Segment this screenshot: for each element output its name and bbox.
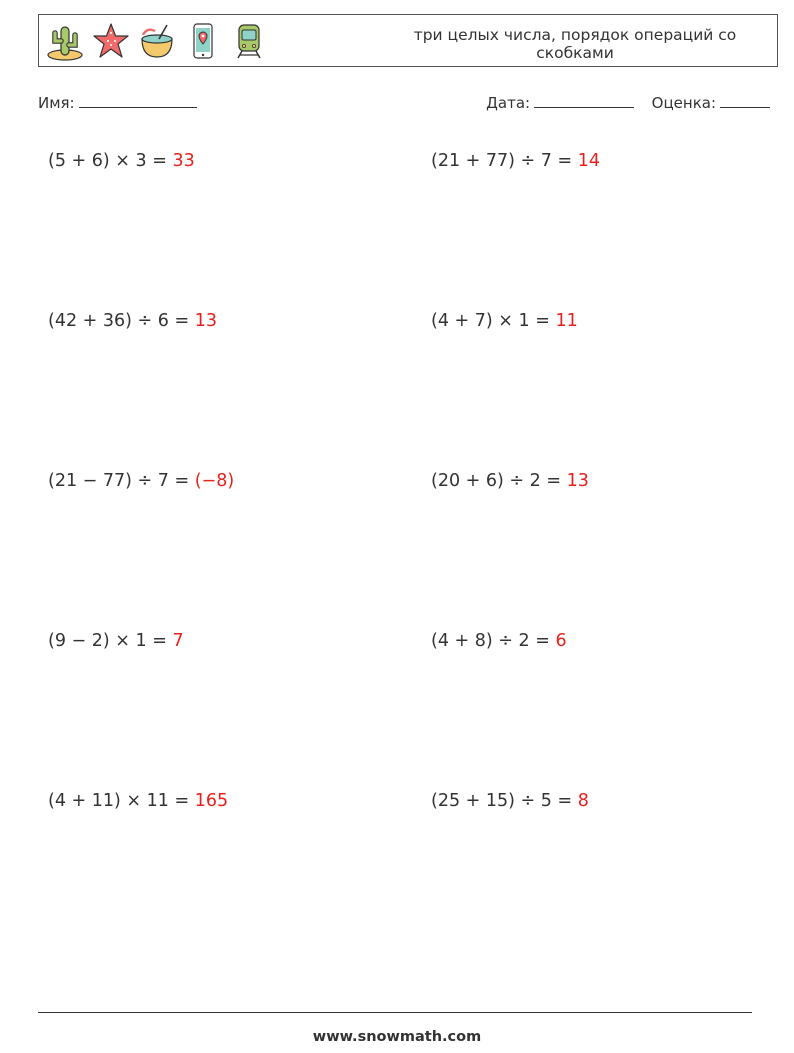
problem-expression: (5 + 6) × 3 = (48, 151, 173, 171)
problem-answer: 33 (172, 151, 195, 171)
problem-expression: (4 + 7) × 1 = (431, 311, 556, 331)
problem-answer: 165 (194, 791, 229, 811)
problem-expression: (4 + 8) ÷ 2 = (431, 631, 556, 651)
worksheet-header (38, 14, 778, 67)
problem-answer: 7 (172, 631, 184, 651)
problem-3 (48, 311, 217, 331)
name-label: Имя: (38, 94, 75, 112)
score-label: Оценка: (651, 94, 716, 112)
score-blank (720, 93, 770, 108)
footer-divider (38, 1012, 752, 1013)
coconut-drink-icon (137, 21, 177, 61)
problem-answer: 11 (555, 311, 578, 331)
cactus-icon (45, 21, 85, 61)
problem-4 (431, 311, 578, 331)
problem-expression: (42 + 36) ÷ 6 = (48, 311, 195, 331)
name-blank (79, 93, 197, 108)
date-blank (534, 93, 634, 108)
problem-1 (48, 151, 195, 171)
problem-answer: 14 (577, 151, 600, 171)
date-label: Дата: (486, 94, 531, 112)
problem-answer: (−8) (194, 471, 235, 491)
worksheet-title: три целых числа, порядок операций со скобками (413, 26, 737, 62)
problem-10 (431, 791, 589, 811)
problem-answer: 6 (555, 631, 567, 651)
problem-expression: (25 + 15) ÷ 5 = (431, 791, 578, 811)
problem-8 (431, 631, 567, 651)
phone-location-icon (183, 21, 223, 61)
train-icon (229, 21, 269, 61)
header-icons (45, 21, 275, 61)
problem-6 (431, 471, 589, 491)
footer-url[interactable]: www.snowmath.com (312, 1029, 482, 1045)
problem-expression: (4 + 11) × 11 = (48, 791, 195, 811)
problem-answer: 8 (577, 791, 589, 811)
problem-answer: 13 (194, 311, 217, 331)
problem-5 (48, 471, 234, 491)
problem-answer: 13 (566, 471, 589, 491)
date-score-fields (486, 93, 770, 112)
problem-expression: (20 + 6) ÷ 2 = (431, 471, 567, 491)
problem-9 (48, 791, 228, 811)
problem-expression: (21 − 77) ÷ 7 = (48, 471, 195, 491)
problem-2 (431, 151, 600, 171)
problem-expression: (21 + 77) ÷ 7 = (431, 151, 578, 171)
problem-7 (48, 631, 184, 651)
starfish-icon (91, 21, 131, 61)
name-field (38, 93, 197, 112)
problem-expression: (9 − 2) × 1 = (48, 631, 173, 651)
